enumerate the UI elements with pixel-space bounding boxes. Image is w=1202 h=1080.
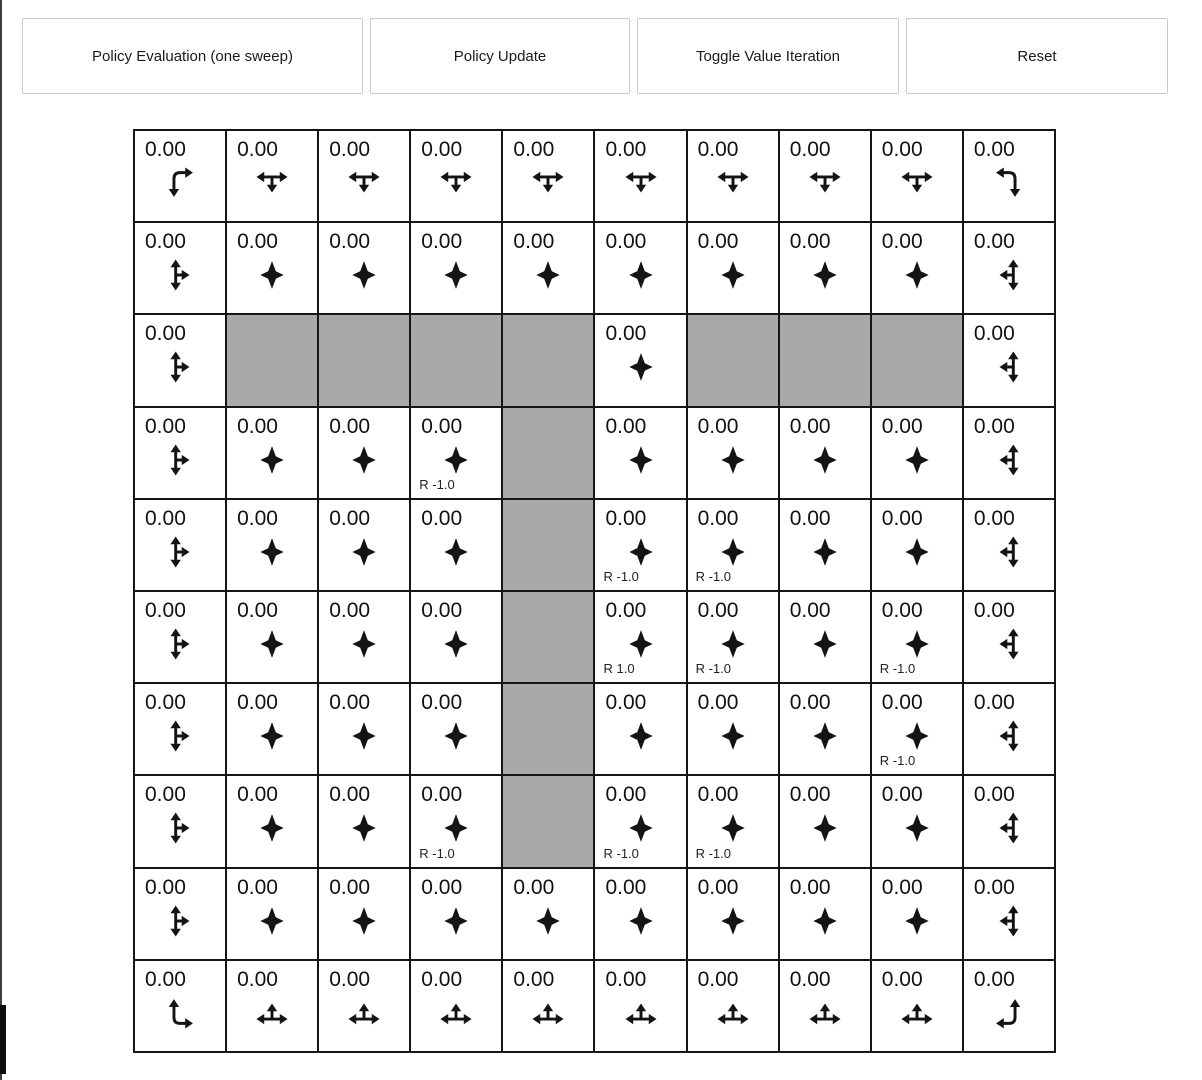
state-cell-r6c5[interactable]: [595, 684, 685, 774]
policy-arrow-left-right-down-icon: [714, 164, 752, 202]
policy-arrow-up-down-left-right-icon: [898, 625, 936, 663]
state-value: 0.00: [605, 322, 647, 346]
state-value: 0.00: [237, 506, 278, 530]
state-cell-r0c0[interactable]: [135, 131, 225, 221]
state-value: 0.00: [605, 598, 647, 622]
policy-arrow-left-right-down-icon: [437, 164, 475, 202]
state-cell-r3c7[interactable]: [780, 408, 870, 498]
state-cell-r3c3[interactable]: [411, 408, 501, 498]
state-value: 0.00: [881, 598, 923, 622]
state-cell-r0c1[interactable]: [227, 131, 317, 221]
policy-update-button[interactable]: Policy Update: [370, 18, 630, 94]
state-value: 0.00: [697, 414, 739, 438]
wall-cell-r4c4: [503, 500, 593, 590]
gridworld: [133, 129, 1056, 1053]
state-cell-r6c8[interactable]: [872, 684, 962, 774]
reward-label: R -1.0: [695, 661, 731, 677]
policy-arrow-up-down-left-right-icon: [622, 348, 660, 386]
policy-arrow-up-down-left-right-icon: [806, 625, 844, 663]
state-value: 0.00: [237, 783, 278, 807]
state-cell-r4c3[interactable]: [411, 500, 501, 590]
state-cell-r0c2[interactable]: [319, 131, 409, 221]
state-value: 0.00: [329, 783, 371, 807]
state-cell-r0c8[interactable]: [872, 131, 962, 221]
policy-arrow-up-down-left-right-icon: [345, 809, 383, 847]
policy-arrow-left-right-down-icon: [253, 164, 291, 202]
state-value: 0.00: [697, 230, 739, 254]
state-value: 0.00: [789, 967, 831, 991]
state-value: 0.00: [329, 138, 371, 161]
state-value: 0.00: [789, 414, 831, 438]
policy-arrow-up-down-left-right-icon: [529, 902, 567, 940]
state-cell-r2c9[interactable]: [964, 315, 1054, 405]
state-cell-r2c5[interactable]: [595, 315, 685, 405]
policy-arrow-up-left-down-icon: [990, 256, 1028, 294]
state-value: 0.00: [513, 967, 555, 991]
wall-cell-r6c4: [503, 684, 593, 774]
state-cell-r7c1[interactable]: [227, 776, 317, 866]
state-value: 0.00: [697, 598, 739, 622]
state-cell-r6c2[interactable]: [319, 684, 409, 774]
policy-arrow-up-down-left-right-icon: [714, 809, 752, 847]
state-value: 0.00: [421, 230, 463, 254]
state-cell-r5c6[interactable]: [688, 592, 778, 682]
policy-arrow-left-down-icon: [990, 164, 1028, 202]
state-cell-r9c5[interactable]: [595, 961, 685, 1051]
reward-label: R -1.0: [879, 753, 916, 769]
state-value: 0.00: [789, 691, 831, 715]
policy-arrow-up-left-down-icon: [990, 348, 1028, 386]
policy-arrow-up-down-left-right-icon: [622, 533, 660, 571]
state-cell-r6c3[interactable]: [411, 684, 501, 774]
wall-cell-r2c4: [503, 315, 593, 405]
state-value: 0.00: [421, 598, 463, 622]
state-value: 0.00: [697, 138, 739, 161]
policy-arrow-left-right-down-icon: [806, 164, 844, 202]
state-value: 0.00: [605, 967, 647, 991]
policy-arrow-up-down-left-right-icon: [714, 441, 752, 479]
policy-arrow-left-right-down-icon: [898, 164, 936, 202]
state-value: 0.00: [605, 875, 647, 899]
state-value: 0.00: [329, 230, 371, 254]
reward-label: R -1.0: [419, 845, 455, 861]
state-cell-r1c3[interactable]: [411, 223, 501, 313]
policy-arrow-up-down-left-right-icon: [253, 902, 291, 940]
wall-cell-r3c4: [503, 408, 593, 498]
policy-arrow-up-down-left-right-icon: [345, 625, 383, 663]
wall-cell-r2c7: [780, 315, 870, 405]
state-cell-r8c4[interactable]: [503, 869, 593, 959]
state-value: 0.00: [145, 138, 186, 161]
state-value: 0.00: [605, 783, 647, 807]
state-value: 0.00: [605, 230, 647, 254]
policy-arrow-up-down-left-right-icon: [714, 717, 752, 755]
state-value: 0.00: [881, 967, 923, 991]
policy-arrow-up-right-down-icon: [161, 533, 199, 571]
state-cell-r8c5[interactable]: [595, 869, 685, 959]
policy-arrow-right-down-icon: [161, 164, 199, 202]
state-cell-r8c0[interactable]: [135, 869, 225, 959]
state-value: 0.00: [881, 875, 923, 899]
policy-arrow-up-right-down-icon: [161, 809, 199, 847]
policy-arrow-up-down-left-right-icon: [806, 717, 844, 755]
state-value: 0.00: [421, 691, 463, 715]
policy-arrow-up-left-right-icon: [253, 994, 291, 1032]
state-value: 0.00: [237, 138, 278, 161]
state-value: 0.00: [789, 138, 831, 161]
state-cell-r8c6[interactable]: [688, 869, 778, 959]
state-value: 0.00: [973, 138, 1015, 161]
policy-arrow-up-down-left-right-icon: [714, 256, 752, 294]
state-cell-r9c6[interactable]: [688, 961, 778, 1051]
state-cell-r9c1[interactable]: [227, 961, 317, 1051]
state-cell-r5c0[interactable]: [135, 592, 225, 682]
policy-arrow-up-down-left-right-icon: [437, 625, 475, 663]
state-cell-r5c1[interactable]: [227, 592, 317, 682]
policy-arrow-up-down-left-right-icon: [806, 256, 844, 294]
screen-edge-line: [0, 0, 2, 1080]
wall-cell-r2c3: [411, 315, 501, 405]
state-cell-r3c5[interactable]: [595, 408, 685, 498]
policy-arrow-left-right-down-icon: [622, 164, 660, 202]
policy-arrow-up-left-down-icon: [990, 717, 1028, 755]
state-cell-r1c4[interactable]: [503, 223, 593, 313]
policy-arrow-up-down-left-right-icon: [345, 533, 383, 571]
state-value: 0.00: [697, 967, 739, 991]
state-cell-r9c3[interactable]: [411, 961, 501, 1051]
policy-arrow-up-down-left-right-icon: [898, 717, 936, 755]
state-cell-r7c5[interactable]: [595, 776, 685, 866]
state-value: 0.00: [605, 691, 647, 715]
policy-arrow-up-down-left-right-icon: [898, 809, 936, 847]
policy-arrow-left-right-down-icon: [345, 164, 383, 202]
state-value: 0.00: [329, 967, 371, 991]
state-value: 0.00: [513, 230, 555, 254]
state-cell-r1c0[interactable]: [135, 223, 225, 313]
policy-arrow-up-down-left-right-icon: [253, 441, 291, 479]
policy-arrow-up-down-left-right-icon: [437, 902, 475, 940]
toggle-value-iteration-button[interactable]: Toggle Value Iteration: [637, 18, 899, 94]
state-value: 0.00: [421, 506, 463, 530]
state-value: 0.00: [145, 875, 186, 899]
state-value: 0.00: [329, 691, 371, 715]
state-value: 0.00: [973, 598, 1015, 622]
state-cell-r3c2[interactable]: [319, 408, 409, 498]
policy-arrow-up-down-left-right-icon: [529, 256, 567, 294]
state-value: 0.00: [513, 138, 555, 161]
state-value: 0.00: [697, 691, 739, 715]
state-cell-r4c6[interactable]: [688, 500, 778, 590]
state-value: 0.00: [329, 598, 371, 622]
policy-arrow-left-right-down-icon: [529, 164, 567, 202]
state-cell-r4c8[interactable]: [872, 500, 962, 590]
state-cell-r3c0[interactable]: [135, 408, 225, 498]
policy-arrow-up-down-left-right-icon: [898, 256, 936, 294]
state-cell-r9c4[interactable]: [503, 961, 593, 1051]
reward-label: R -1.0: [695, 568, 731, 584]
state-value: 0.00: [237, 691, 278, 715]
state-cell-r9c2[interactable]: [319, 961, 409, 1051]
reward-label: R -1.0: [419, 476, 455, 492]
state-cell-r0c7[interactable]: [780, 131, 870, 221]
state-value: 0.00: [881, 230, 923, 254]
wall-cell-r2c2: [319, 315, 409, 405]
state-value: 0.00: [605, 506, 647, 530]
policy-arrow-up-down-left-right-icon: [714, 902, 752, 940]
state-cell-r7c3[interactable]: [411, 776, 501, 866]
state-cell-r6c6[interactable]: [688, 684, 778, 774]
state-cell-r5c8[interactable]: [872, 592, 962, 682]
policy-arrow-up-left-right-icon: [898, 994, 936, 1032]
state-cell-r0c6[interactable]: [688, 131, 778, 221]
policy-arrow-up-left-right-icon: [437, 994, 475, 1032]
policy-arrow-up-down-left-right-icon: [898, 902, 936, 940]
state-cell-r8c3[interactable]: [411, 869, 501, 959]
state-cell-r7c8[interactable]: [872, 776, 962, 866]
wall-cell-r5c4: [503, 592, 593, 682]
policy-arrow-up-down-left-right-icon: [345, 902, 383, 940]
state-cell-r3c8[interactable]: [872, 408, 962, 498]
policy-arrow-up-down-left-right-icon: [622, 256, 660, 294]
policy-arrow-up-down-left-right-icon: [806, 809, 844, 847]
policy-arrow-up-down-left-right-icon: [622, 717, 660, 755]
state-cell-r3c9[interactable]: [964, 408, 1054, 498]
state-value: 0.00: [237, 598, 278, 622]
state-cell-r6c1[interactable]: [227, 684, 317, 774]
wall-cell-r2c6: [688, 315, 778, 405]
state-value: 0.00: [329, 506, 371, 530]
state-cell-r4c1[interactable]: [227, 500, 317, 590]
state-cell-r7c0[interactable]: [135, 776, 225, 866]
state-cell-r1c9[interactable]: [964, 223, 1054, 313]
state-value: 0.00: [881, 691, 923, 715]
reward-label: R -1.0: [879, 661, 916, 677]
state-value: 0.00: [145, 230, 186, 254]
policy-arrow-up-down-left-right-icon: [437, 809, 475, 847]
policy-arrow-up-left-icon: [990, 994, 1028, 1032]
state-value: 0.00: [697, 783, 739, 807]
policy-arrow-up-right-down-icon: [161, 625, 199, 663]
state-value: 0.00: [881, 414, 923, 438]
state-value: 0.00: [789, 783, 831, 807]
state-value: 0.00: [881, 783, 923, 807]
policy-arrow-up-right-down-icon: [161, 902, 199, 940]
policy-arrow-up-left-right-icon: [529, 994, 567, 1032]
policy-arrow-up-left-down-icon: [990, 625, 1028, 663]
policy-arrow-up-right-down-icon: [161, 441, 199, 479]
state-value: 0.00: [513, 875, 555, 899]
state-value: 0.00: [973, 783, 1015, 807]
state-value: 0.00: [421, 783, 463, 807]
state-cell-r4c5[interactable]: [595, 500, 685, 590]
state-cell-r4c7[interactable]: [780, 500, 870, 590]
state-value: 0.00: [145, 506, 186, 530]
state-value: 0.00: [421, 138, 463, 161]
state-cell-r2c0[interactable]: [135, 315, 225, 405]
state-cell-r3c6[interactable]: [688, 408, 778, 498]
state-value: 0.00: [145, 414, 186, 438]
policy-arrow-up-left-right-icon: [622, 994, 660, 1032]
state-value: 0.00: [145, 967, 186, 991]
state-cell-r1c6[interactable]: [688, 223, 778, 313]
state-value: 0.00: [237, 875, 278, 899]
state-cell-r0c4[interactable]: [503, 131, 593, 221]
policy-arrow-up-down-left-right-icon: [898, 533, 936, 571]
state-cell-r6c7[interactable]: [780, 684, 870, 774]
policy-arrow-up-down-left-right-icon: [345, 441, 383, 479]
policy-arrow-up-left-down-icon: [990, 441, 1028, 479]
state-cell-r1c8[interactable]: [872, 223, 962, 313]
policy-arrow-up-left-right-icon: [345, 994, 383, 1032]
state-cell-r1c2[interactable]: [319, 223, 409, 313]
state-cell-r8c1[interactable]: [227, 869, 317, 959]
policy-arrow-up-down-left-right-icon: [806, 902, 844, 940]
policy-arrow-up-down-left-right-icon: [437, 717, 475, 755]
policy-arrow-up-right-icon: [161, 994, 199, 1032]
reward-label: R 1.0: [603, 661, 635, 677]
policy-arrow-up-left-down-icon: [990, 809, 1028, 847]
state-cell-r1c1[interactable]: [227, 223, 317, 313]
state-value: 0.00: [789, 598, 831, 622]
state-cell-r5c3[interactable]: [411, 592, 501, 682]
policy-arrow-up-down-left-right-icon: [806, 533, 844, 571]
policy-arrow-up-down-left-right-icon: [253, 809, 291, 847]
state-value: 0.00: [421, 414, 463, 438]
state-cell-r4c9[interactable]: [964, 500, 1054, 590]
policy-arrow-up-down-left-right-icon: [714, 625, 752, 663]
state-value: 0.00: [973, 414, 1015, 438]
state-cell-r8c8[interactable]: [872, 869, 962, 959]
state-value: 0.00: [145, 598, 186, 622]
state-value: 0.00: [973, 506, 1015, 530]
reward-label: R -1.0: [603, 568, 639, 584]
state-cell-r1c7[interactable]: [780, 223, 870, 313]
policy-arrow-up-left-down-icon: [990, 902, 1028, 940]
state-cell-r0c9[interactable]: [964, 131, 1054, 221]
policy-arrow-up-down-left-right-icon: [622, 809, 660, 847]
state-value: 0.00: [697, 506, 739, 530]
state-cell-r7c7[interactable]: [780, 776, 870, 866]
state-cell-r8c2[interactable]: [319, 869, 409, 959]
screen-edge-bar: [0, 1005, 6, 1074]
state-cell-r5c7[interactable]: [780, 592, 870, 682]
wall-cell-r2c8: [872, 315, 962, 405]
policy-arrow-up-down-left-right-icon: [253, 625, 291, 663]
state-value: 0.00: [237, 414, 278, 438]
state-cell-r8c7[interactable]: [780, 869, 870, 959]
state-value: 0.00: [237, 967, 278, 991]
state-cell-r8c9[interactable]: [964, 869, 1054, 959]
state-value: 0.00: [881, 138, 923, 161]
state-cell-r1c5[interactable]: [595, 223, 685, 313]
state-value: 0.00: [789, 230, 831, 254]
state-cell-r4c0[interactable]: [135, 500, 225, 590]
policy-arrow-up-down-left-right-icon: [622, 625, 660, 663]
policy-arrow-up-down-left-right-icon: [622, 441, 660, 479]
policy-arrow-up-down-left-right-icon: [437, 533, 475, 571]
state-value: 0.00: [329, 875, 371, 899]
policy-arrow-up-down-left-right-icon: [806, 441, 844, 479]
state-value: 0.00: [329, 414, 371, 438]
wall-cell-r2c1: [227, 315, 317, 405]
state-value: 0.00: [973, 230, 1015, 254]
reward-label: R -1.0: [603, 845, 639, 861]
state-value: 0.00: [973, 875, 1015, 899]
state-cell-r9c9[interactable]: [964, 961, 1054, 1051]
state-value: 0.00: [789, 506, 831, 530]
state-cell-r9c8[interactable]: [872, 961, 962, 1051]
state-value: 0.00: [881, 506, 923, 530]
state-cell-r6c9[interactable]: [964, 684, 1054, 774]
state-value: 0.00: [421, 875, 463, 899]
state-cell-r5c5[interactable]: [595, 592, 685, 682]
policy-arrow-up-right-down-icon: [161, 717, 199, 755]
policy-arrow-up-down-left-right-icon: [898, 441, 936, 479]
state-value: 0.00: [789, 875, 831, 899]
policy-arrow-up-left-right-icon: [806, 994, 844, 1032]
state-cell-r6c0[interactable]: [135, 684, 225, 774]
policy-arrow-up-down-left-right-icon: [345, 256, 383, 294]
state-cell-r0c5[interactable]: [595, 131, 685, 221]
reset-button[interactable]: Reset: [906, 18, 1168, 94]
policy-arrow-up-down-left-right-icon: [437, 441, 475, 479]
policy-evaluation-button[interactable]: Policy Evaluation (one sweep): [22, 18, 363, 94]
state-cell-r4c2[interactable]: [319, 500, 409, 590]
policy-arrow-up-down-left-right-icon: [345, 717, 383, 755]
state-value: 0.00: [145, 783, 186, 807]
state-cell-r9c7[interactable]: [780, 961, 870, 1051]
state-value: 0.00: [421, 967, 463, 991]
policy-arrow-up-down-left-right-icon: [714, 533, 752, 571]
state-cell-r0c3[interactable]: [411, 131, 501, 221]
policy-arrow-up-left-down-icon: [990, 533, 1028, 571]
state-cell-r5c9[interactable]: [964, 592, 1054, 682]
toolbar: [22, 18, 1168, 94]
policy-arrow-up-down-left-right-icon: [437, 256, 475, 294]
state-value: 0.00: [697, 875, 739, 899]
policy-arrow-up-down-left-right-icon: [253, 533, 291, 571]
state-cell-r5c2[interactable]: [319, 592, 409, 682]
policy-arrow-up-right-down-icon: [161, 348, 199, 386]
state-cell-r9c0[interactable]: [135, 961, 225, 1051]
state-cell-r7c2[interactable]: [319, 776, 409, 866]
state-cell-r7c9[interactable]: [964, 776, 1054, 866]
reward-label: R -1.0: [695, 845, 731, 861]
state-value: 0.00: [973, 691, 1015, 715]
state-value: 0.00: [605, 414, 647, 438]
state-value: 0.00: [973, 967, 1015, 991]
policy-arrow-up-right-down-icon: [161, 256, 199, 294]
policy-arrow-up-down-left-right-icon: [253, 256, 291, 294]
state-cell-r7c6[interactable]: [688, 776, 778, 866]
state-value: 0.00: [237, 230, 278, 254]
state-cell-r3c1[interactable]: [227, 408, 317, 498]
state-value: 0.00: [973, 322, 1015, 346]
policy-arrow-up-down-left-right-icon: [253, 717, 291, 755]
wall-cell-r7c4: [503, 776, 593, 866]
policy-arrow-up-down-left-right-icon: [622, 902, 660, 940]
policy-arrow-up-left-right-icon: [714, 994, 752, 1032]
state-value: 0.00: [145, 322, 186, 346]
state-value: 0.00: [605, 138, 647, 161]
state-value: 0.00: [145, 691, 186, 715]
